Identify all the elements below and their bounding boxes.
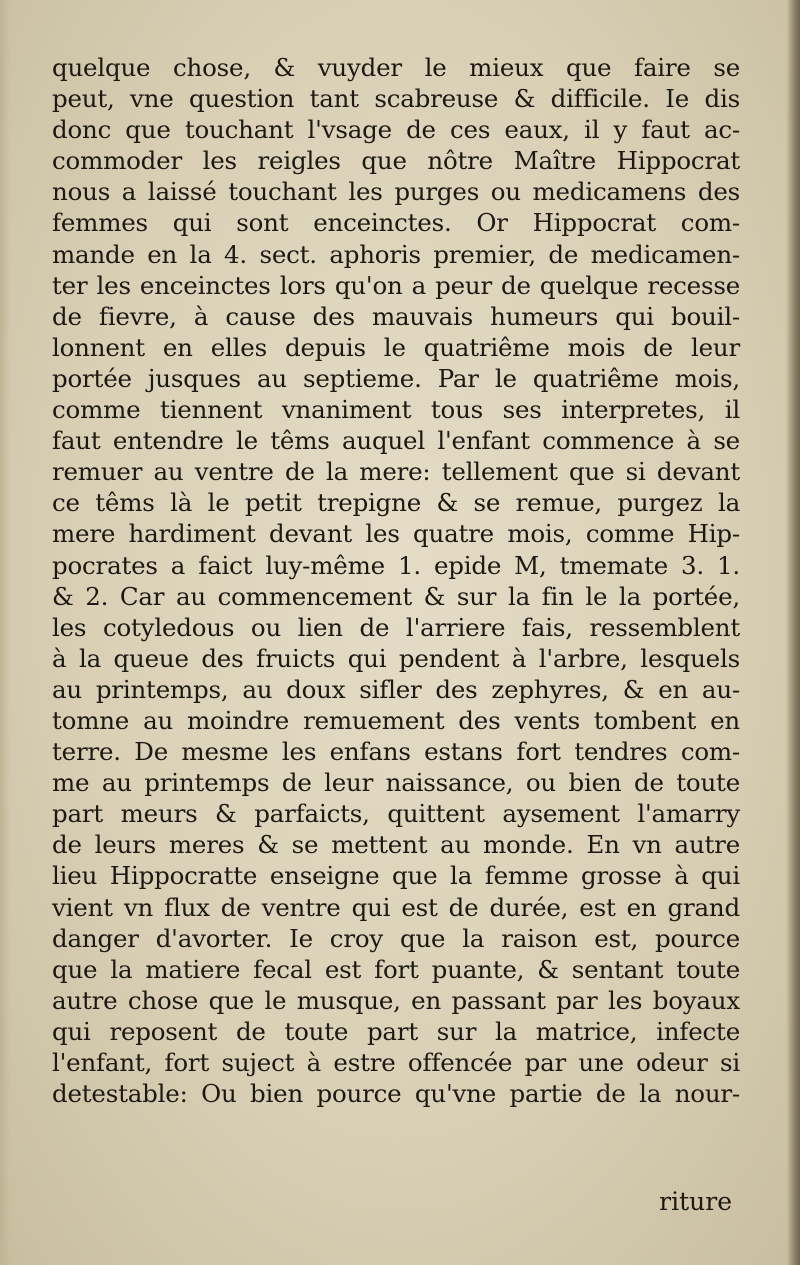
text-line: mande en la 4. sect. aphoris premier, de medicamen- — [52, 239, 740, 269]
text-line: l'enfant, fort suject à estre offencée par une odeur si — [52, 1048, 740, 1077]
catchword: riture — [659, 1187, 732, 1216]
text-line: quelque chose, & vuyder le mieux que faire se — [52, 53, 740, 82]
text-line: au printemps, au doux sifler des zephyres, & en au- — [52, 674, 740, 704]
text-line: portée jusques au septieme. Par le quatriême mois, — [52, 363, 740, 393]
text-line: & 2. Car au commencement & sur la fin le la portée, — [52, 581, 740, 611]
text-line: lonnent en elles depuis le quatriême mois de leur — [52, 332, 740, 362]
text-line: peut, vne question tant scabreuse & difficile. Ie dis — [52, 84, 740, 114]
text-line: autre chose que le musque, en passant par les boyaux — [52, 985, 740, 1015]
text-line: lieu Hippocratte enseigne que la femme grosse à qui — [52, 861, 740, 891]
text-line: tomne au moindre remuement des vents tombent en — [52, 705, 740, 735]
text-line: comme tiennent vnaniment tous ses interpretes, il — [52, 395, 740, 425]
text-line: faut entendre le têms auquel l'enfant commence à se — [52, 426, 740, 456]
page-gutter-shadow — [786, 0, 800, 1265]
text-line: commoder les reigles que nôtre Maître Hippocrat — [52, 146, 740, 176]
page-edge — [0, 0, 10, 1265]
text-line: me au printemps de leur naissance, ou bien de toute — [52, 768, 740, 798]
text-line: nous a laissé touchant les purges ou medicamens des — [52, 177, 740, 207]
text-line: pocrates a faict luy-même 1. epide M, tmemate 3. 1. — [52, 550, 740, 580]
text-line: terre. De mesme les enfans estans fort tendres com- — [52, 737, 740, 767]
text-line: donc que touchant l'vsage de ces eaux, il y faut ac- — [52, 115, 740, 145]
text-line: remuer au ventre de la mere: tellement que si devant — [52, 457, 740, 487]
text-line: de fievre, à cause des mauvais humeurs qui bouil- — [52, 301, 740, 331]
text-line: ce têms là le petit trepigne & se remue, purgez la — [52, 488, 740, 518]
text-line: que la matiere fecal est fort puante, & sentant toute — [52, 954, 740, 984]
text-line: à la queue des fruicts qui pendent à l'arbre, lesquels — [52, 643, 740, 673]
text-line: qui reposent de toute part sur la matrice, infecte — [52, 1016, 740, 1046]
text-line: ter les enceinctes lors qu'on a peur de quelque recesse — [52, 270, 740, 300]
text-line: danger d'avorter. Ie croy que la raison est, pource — [52, 923, 740, 953]
body-text — [52, 52, 740, 1109]
text-line: de leurs meres & se mettent au monde. En vn autre — [52, 830, 740, 860]
text-line: vient vn flux de ventre qui est de durée, est en grand — [52, 892, 740, 922]
text-line: femmes qui sont enceinctes. Or Hippocrat com- — [52, 208, 740, 238]
text-line: les cotyledous ou lien de l'arriere fais, ressemblent — [52, 612, 740, 642]
text-line: part meurs & parfaicts, quittent aysement l'amarry — [52, 799, 740, 829]
text-line: detestable: Ou bien pource qu'vne partie de la nour- — [52, 1079, 740, 1109]
text-line: mere hardiment devant les quatre mois, comme Hip- — [52, 519, 740, 549]
